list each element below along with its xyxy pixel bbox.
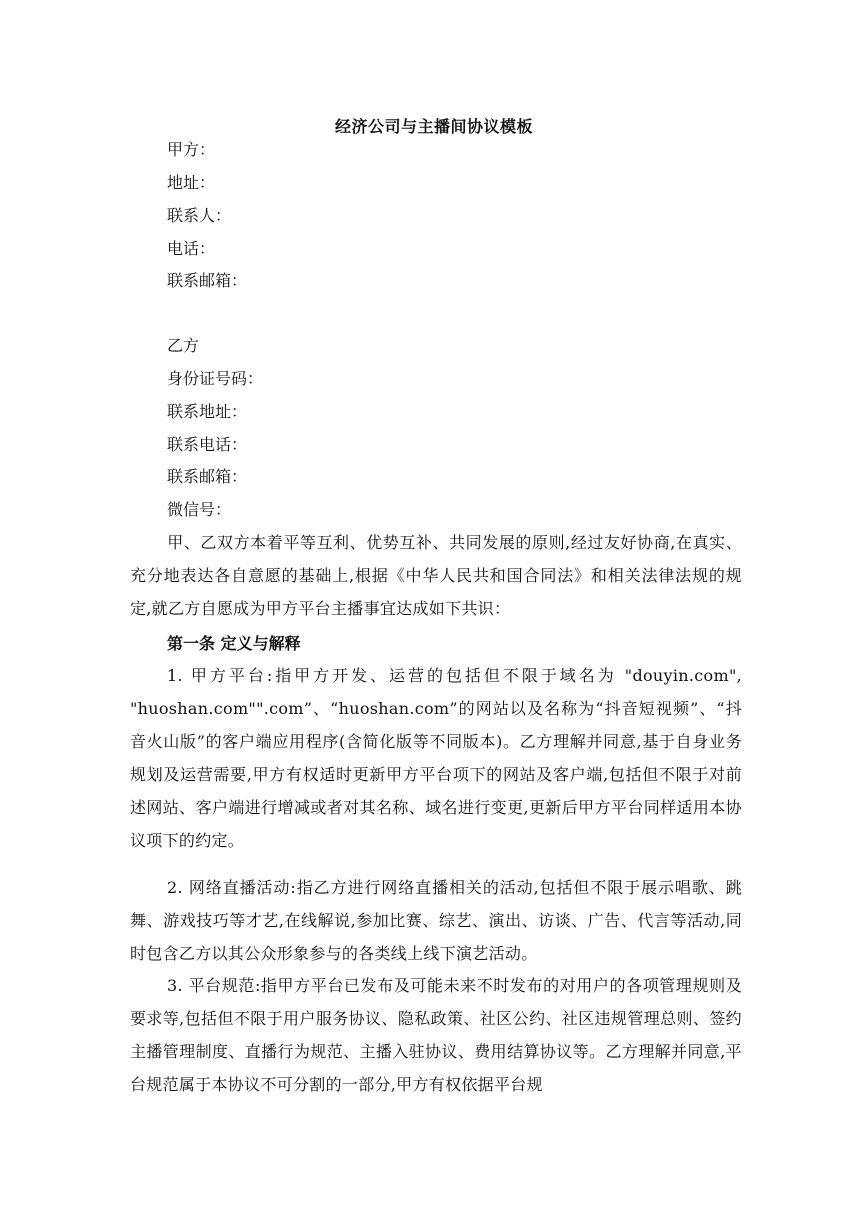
article-1-item-3 — [130, 969, 742, 1101]
article-1-item-2 — [130, 871, 742, 970]
article-1-item-1 — [130, 659, 742, 857]
party-a-label: 甲方： — [167, 140, 216, 159]
party-b-wechat: 微信号： — [167, 500, 232, 519]
article-1-item-2-text: 2. 网络直播活动:指乙方进行网络直播相关的活动,包括但不限于展示唱歌、跳舞、游戏技巧等才艺,在线解说,参加比赛、综艺、演出、访谈、广告、代言等活动,同时包含乙方以其公众形象参与的各类线上线下演艺活动。 — [130, 878, 742, 963]
article-1-item-1-text: 1. 甲方平台:指甲方开发、运营的包括但不限于域名为 "douyin.com", "huoshan.com"".com”、“huoshan.com”的网站以及名称为“抖音短视频”、“抖音火山版”的客户端应用程序(含简化版等不同版本)。乙方理解并同意,基于自身业务规划及运营需要,甲方有权适时更新甲方平台项下的网站及客户端,包括但不限于对前述网站、客户端进行增减或者对其名称、域名进行变更,更新后甲方平台同样适用本协议项下的约定。 — [130, 666, 742, 850]
preamble-text: 甲、乙双方本着平等互利、优势互补、共同发展的原则,经过友好协商,在真实、充分地表达各自意愿的基础上,根据《中华人民共和国合同法》和相关法律法规的规定,就乙方自愿成为甲方平台主播事宜达成如下共识： — [130, 533, 742, 618]
preamble-paragraph — [130, 526, 742, 625]
party-a-address: 地址： — [167, 173, 216, 192]
document-title: 经济公司与主播间协议模板 — [334, 117, 533, 136]
party-b-address: 联系地址： — [167, 402, 248, 421]
party-b-email: 联系邮箱： — [167, 467, 248, 486]
party-a-contact: 联系人： — [167, 206, 232, 225]
party-a-email: 联系邮箱： — [167, 271, 248, 290]
party-a-phone: 电话： — [167, 239, 216, 258]
article-1-heading: 第一条 定义与解释 — [167, 634, 301, 653]
party-b-label: 乙方 — [167, 336, 200, 355]
article-1-item-3-text: 3. 平台规范:指甲方平台已发布及可能未来不时发布的对用户的各项管理规则及要求等,包括但不限于用户服务协议、隐私政策、社区公约、社区违规管理总则、签约主播管理制度、直播行为规范、主播入驻协议、费用结算协议等。乙方理解并同意,平台规范属于本协议不可分割的一部分,甲方有权依据平台规 — [130, 976, 742, 1094]
party-b-phone: 联系电话： — [167, 435, 248, 454]
party-b-id-number: 身份证号码： — [167, 369, 264, 388]
